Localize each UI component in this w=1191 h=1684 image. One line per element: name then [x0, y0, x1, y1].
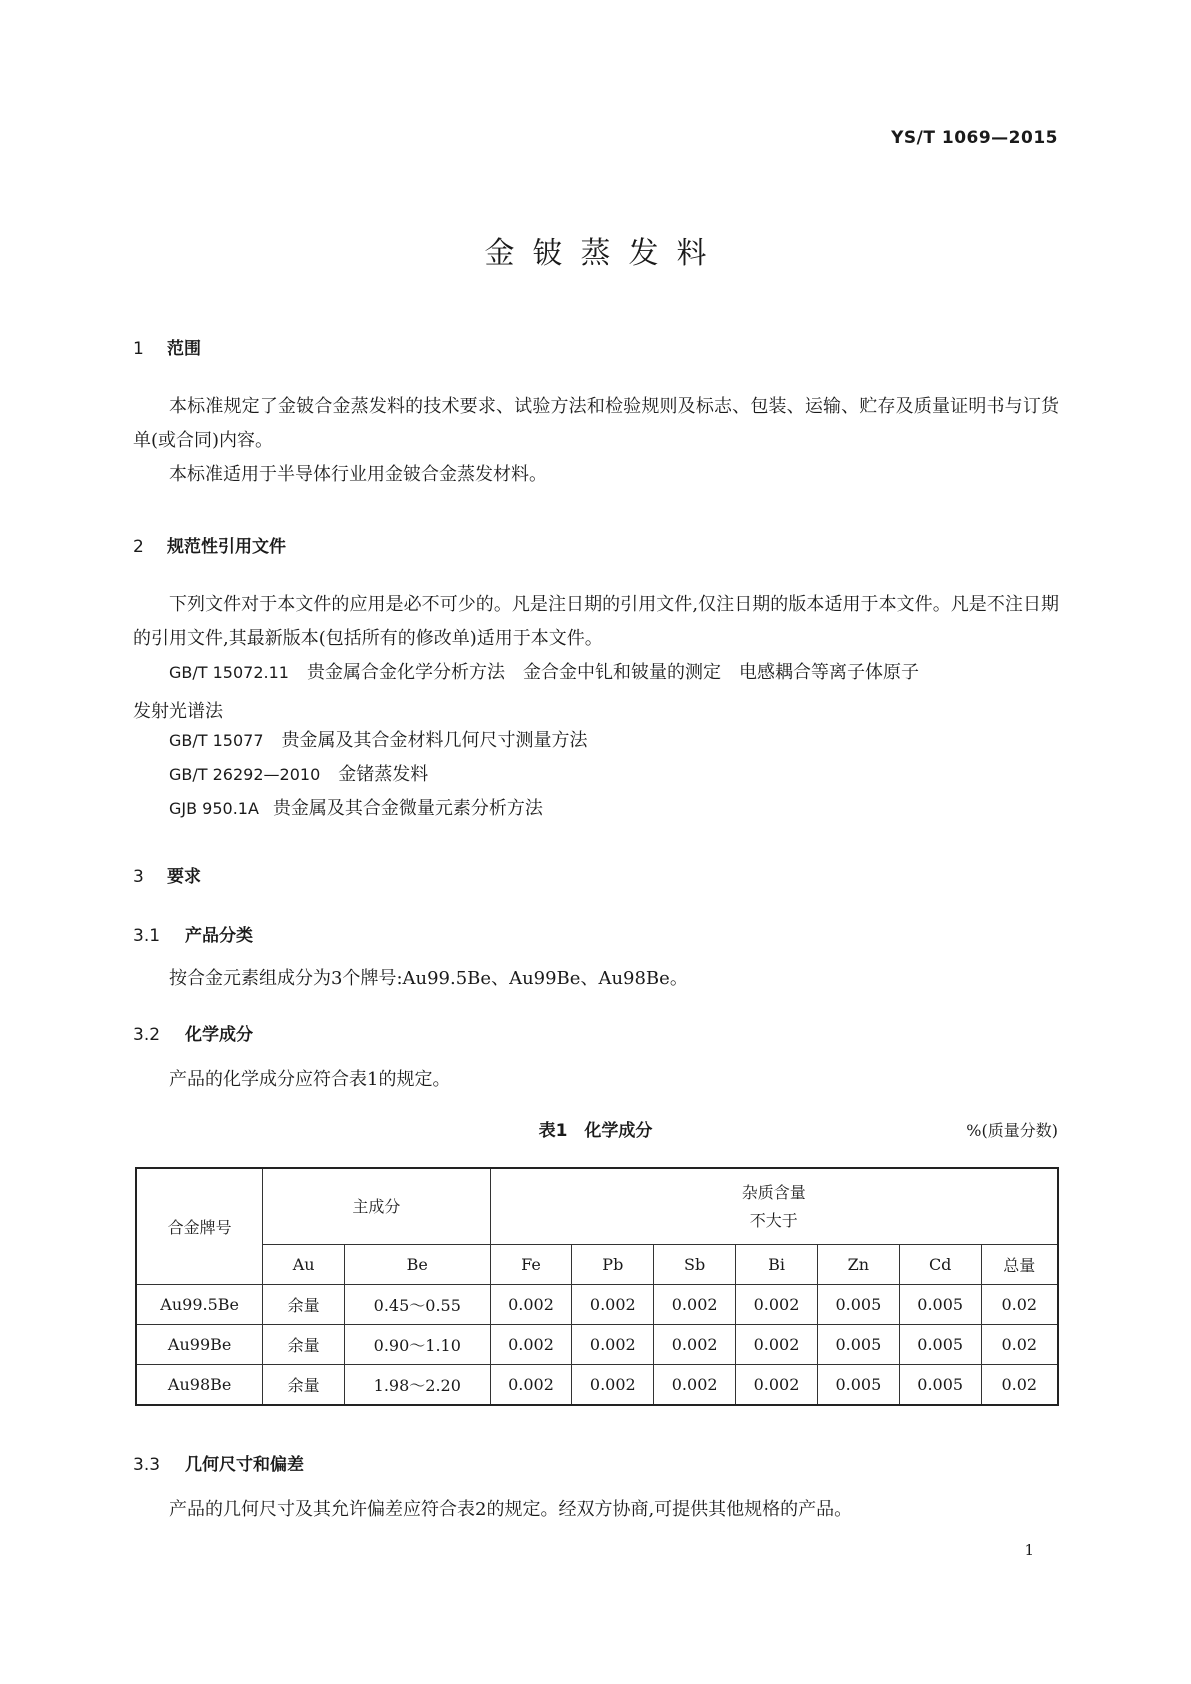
col-header: Sb	[654, 1245, 736, 1285]
subsection-number: 3.2	[133, 1025, 161, 1045]
cell: 0.002	[490, 1285, 572, 1325]
cell: 0.002	[572, 1325, 654, 1365]
cell-grade: Au99.5Be	[136, 1285, 263, 1325]
paragraph: 产品的几何尺寸及其允许偏差应符合表2的规定。经双方协商,可提供其他规格的产品。	[169, 1499, 853, 1520]
cell: 0.02	[981, 1325, 1058, 1365]
cell: 0.002	[490, 1365, 572, 1406]
cell: 0.002	[490, 1325, 572, 1365]
cell: 0.002	[572, 1285, 654, 1325]
subsection-3-2-body	[133, 1063, 1059, 1097]
header-impurity	[490, 1168, 1058, 1245]
cell: 0.005	[899, 1365, 981, 1406]
section-1-body	[133, 390, 1059, 492]
cell: 0.02	[981, 1365, 1058, 1406]
cell-grade: Au99Be	[136, 1325, 263, 1365]
reference-item	[169, 724, 588, 758]
section-number: 3	[133, 867, 144, 887]
cell: 0.005	[817, 1365, 899, 1406]
cell: 余量	[263, 1285, 345, 1325]
section-title: 范围	[167, 339, 201, 359]
col-header: Cd	[899, 1245, 981, 1285]
col-header: Fe	[490, 1245, 572, 1285]
col-header: Be	[345, 1245, 491, 1285]
subsection-3-3-body	[133, 1493, 1059, 1527]
subsection-title: 产品分类	[185, 926, 253, 946]
document-title: 金铍蒸发料	[484, 236, 725, 271]
table-row	[136, 1365, 1058, 1406]
cell: 余量	[263, 1325, 345, 1365]
cell: 0.005	[899, 1285, 981, 1325]
cell: 0.002	[736, 1365, 818, 1406]
reference-code: GB/T 26292—2010	[169, 765, 321, 784]
reference-title: 贵金属及其合金材料几何尺寸测量方法	[281, 730, 588, 751]
section-number: 1	[133, 339, 144, 359]
subsection-number: 3.1	[133, 926, 161, 946]
reference-item	[169, 758, 428, 792]
table-row	[136, 1285, 1058, 1325]
col-header: Bi	[736, 1245, 818, 1285]
table-caption: 表1 化学成分	[538, 1121, 653, 1141]
subsection-3-2-heading	[133, 1020, 253, 1045]
cell: 0.02	[981, 1285, 1058, 1325]
section-1-heading	[133, 334, 201, 359]
section-2-intro	[133, 588, 1059, 656]
section-title: 要求	[167, 867, 201, 887]
section-3-heading	[133, 862, 201, 887]
reference-continuation: 发射光谱法	[133, 701, 223, 722]
subsection-3-1-heading	[133, 921, 253, 946]
header-main-component: 主成分	[263, 1168, 490, 1245]
subsection-3-1-body	[133, 962, 1059, 996]
reference-code: GB/T 15072.11	[169, 663, 289, 682]
cell: 0.002	[654, 1365, 736, 1406]
cell: 0.002	[654, 1285, 736, 1325]
standard-code: YS/T 1069—2015	[891, 128, 1058, 148]
cell: 0.005	[817, 1325, 899, 1365]
col-header: Au	[263, 1245, 345, 1285]
reference-title: 贵金属合金化学分析方法 金合金中钆和铍量的测定 电感耦合等离子体原子	[306, 662, 919, 683]
col-header: 总量	[981, 1245, 1058, 1285]
section-title: 规范性引用文件	[167, 537, 286, 557]
reference-code: GJB 950.1A	[169, 799, 259, 818]
cell: 0.002	[736, 1285, 818, 1325]
paragraph: 本标准适用于半导体行业用金铍合金蒸发材料。	[169, 464, 547, 485]
reference-item	[169, 656, 919, 690]
paragraph: 产品的化学成分应符合表1的规定。	[169, 1069, 451, 1090]
impurity-label: 杂质含量	[741, 1182, 806, 1202]
reference-title: 贵金属及其合金微量元素分析方法	[272, 798, 543, 819]
header-grade: 合金牌号	[136, 1168, 263, 1285]
page-number: 1	[1024, 1541, 1034, 1559]
subsection-3-3-heading	[133, 1450, 304, 1475]
table-row	[136, 1325, 1058, 1365]
reference-title: 金锗蒸发料	[338, 764, 429, 785]
cell: 0.002	[654, 1325, 736, 1365]
cell: 0.002	[736, 1325, 818, 1365]
cell: 0.005	[817, 1285, 899, 1325]
reference-item	[169, 792, 543, 826]
cell: 余量	[263, 1365, 345, 1406]
cell: 0.005	[899, 1325, 981, 1365]
paragraph: 按合金元素组成分为3个牌号:Au99.5Be、Au99Be、Au98Be。	[169, 968, 688, 989]
paragraph: 本标准规定了金铍合金蒸发料的技术要求、试验方法和检验规则及标志、包装、运输、贮存及质量证明书与订货单(或合同)内容。	[133, 396, 1059, 451]
chemical-composition-table	[135, 1167, 1059, 1406]
section-2-heading	[133, 532, 286, 557]
cell-grade: Au98Be	[136, 1365, 263, 1406]
cell: 0.002	[572, 1365, 654, 1406]
cell: 0.45～0.55	[345, 1285, 491, 1325]
subsection-title: 几何尺寸和偏差	[185, 1455, 304, 1475]
cell: 0.90～1.10	[345, 1325, 491, 1365]
paragraph: 下列文件对于本文件的应用是必不可少的。凡是注日期的引用文件,仅注日期的版本适用于本文件。凡是不注日期的引用文件,其最新版本(包括所有的修改单)适用于本文件。	[133, 594, 1059, 649]
subsection-number: 3.3	[133, 1455, 161, 1475]
impurity-limit-label: 不大于	[749, 1210, 798, 1230]
col-header: Pb	[572, 1245, 654, 1285]
reference-code: GB/T 15077	[169, 731, 264, 750]
subsection-title: 化学成分	[185, 1025, 253, 1045]
cell: 1.98～2.20	[345, 1365, 491, 1406]
col-header: Zn	[817, 1245, 899, 1285]
section-number: 2	[133, 537, 144, 557]
table-unit: %(质量分数)	[966, 1121, 1058, 1140]
